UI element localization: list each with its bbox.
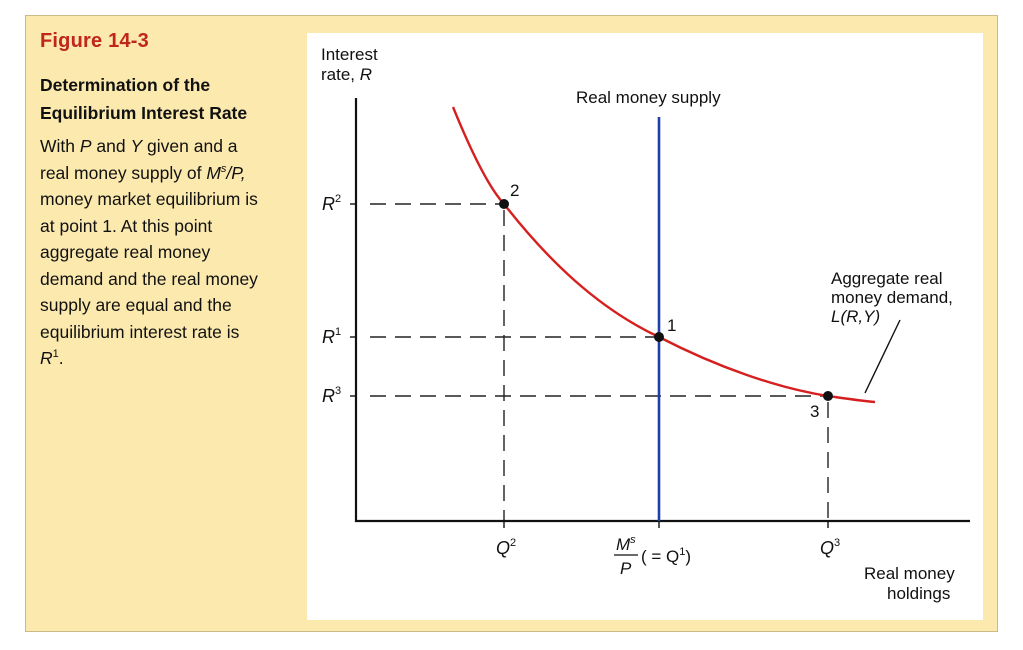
demand-label-leader (865, 320, 900, 393)
description-line-1 (40, 133, 298, 160)
demand-label-line-3: L(R,Y) (831, 307, 881, 326)
point-2-label: 2 (510, 181, 520, 200)
var-r: R (40, 348, 53, 368)
text-period: . (58, 348, 64, 368)
description-line-2 (40, 160, 298, 187)
figure-number: Figure 14-3 (40, 30, 149, 52)
money-supply-label: Real money supply (576, 88, 721, 107)
point-3 (823, 391, 833, 401)
description-line-9 (40, 345, 298, 372)
figure-description (40, 133, 298, 372)
x-axis-label-line-2: holdings (887, 584, 951, 603)
figure-caption (40, 30, 298, 372)
description-line-8: equilibrium interest rate is (40, 321, 240, 342)
rate-label-r2: $R^2$ (322, 193, 342, 214)
y-axis-label-line-2: rate, R (321, 65, 373, 84)
description-line-3: money market equilibrium is (40, 189, 258, 209)
description-line-6: demand and the real money (40, 268, 258, 289)
y-axis-label-line-1: Interest (321, 45, 378, 64)
demand-label-line-2: money demand, (831, 288, 953, 307)
point-1 (654, 332, 664, 342)
diagram-panel (307, 33, 983, 620)
var-y: Y (130, 136, 143, 156)
rate-label-r3: $R^3$ (322, 385, 342, 406)
money-demand-curve (453, 107, 875, 402)
quantity-label-q1 (614, 534, 691, 578)
demand-label-line-1: Aggregate real (831, 269, 943, 288)
x-axis-label-line-1: Real money (864, 564, 955, 583)
quantity-label-q3: $Q^3$ (820, 537, 841, 558)
sup-1: 1 (52, 348, 59, 361)
description-line-4: at point 1. At this point (40, 215, 213, 236)
ms-numerator: $M^s$ (616, 534, 636, 554)
figure-title-line-2: Equilibrium Interest Rate (40, 103, 248, 123)
point-3-label: 3 (810, 402, 820, 421)
text-given: given and a (142, 136, 238, 156)
text-real-money-supply-of: real money supply of (40, 162, 207, 183)
description-line-5: aggregate real money (40, 242, 211, 262)
quantity-label-q2: $Q^2$ (496, 537, 517, 558)
ms-equals-q1: ( = $Q^1$) (641, 546, 692, 566)
ms-denominator: P (620, 559, 632, 578)
text-and: and (91, 136, 131, 156)
description-line-7: supply are equal and the (40, 295, 232, 315)
figure-title (40, 71, 298, 127)
sup-s: s (220, 162, 227, 175)
point-1-label: 1 (667, 316, 677, 335)
figure-title-line-1: Determination of the (40, 75, 211, 95)
rate-label-r1: $R^1$ (322, 326, 342, 347)
text-with: With (40, 136, 80, 156)
point-2 (499, 199, 509, 209)
money-market-diagram (307, 33, 983, 620)
var-m: M (206, 162, 221, 183)
var-over-p: /P, (226, 162, 246, 183)
var-p: P (79, 136, 92, 156)
